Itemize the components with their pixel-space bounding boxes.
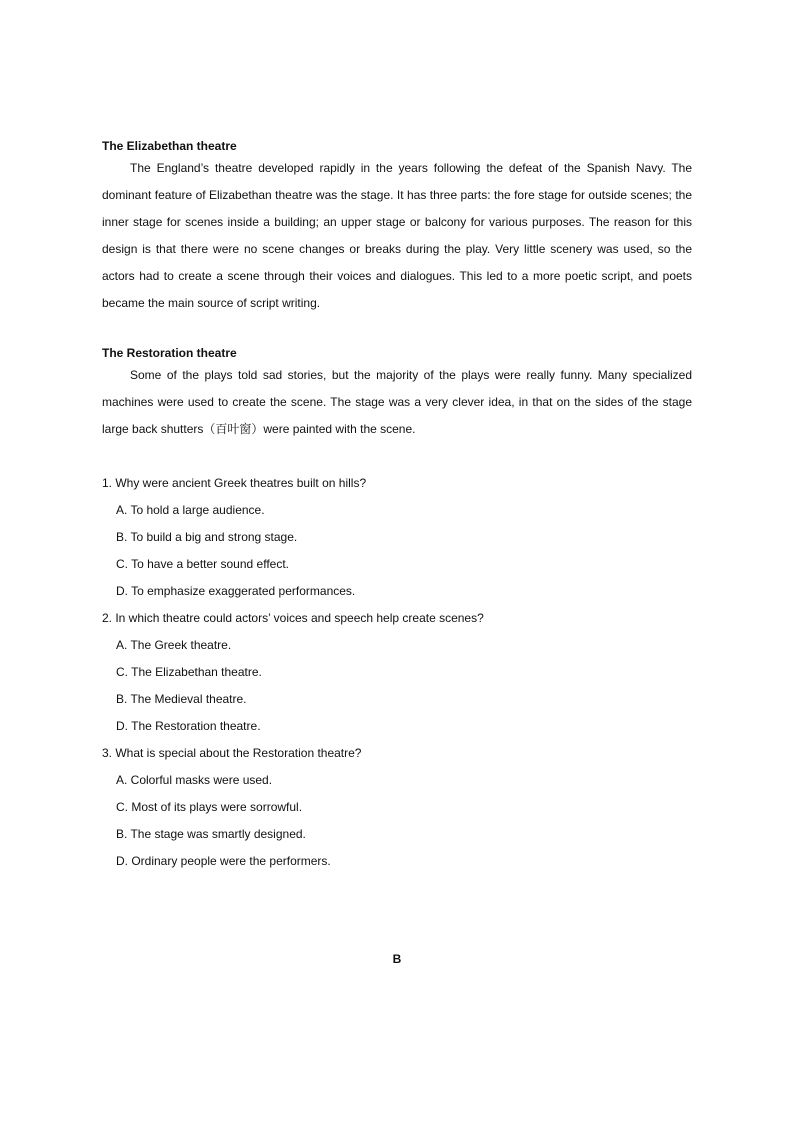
answer-option: C. To have a better sound effect.	[116, 557, 290, 571]
section-heading: The Elizabethan theatre	[102, 139, 237, 153]
question-list	[102, 470, 692, 875]
answer-option: D. To emphasize exaggerated performances.	[116, 584, 356, 598]
answer-option: A. The Greek theatre.	[116, 638, 232, 652]
section-letter: B	[392, 952, 402, 966]
question-2	[102, 605, 692, 740]
answer-option: A. To hold a large audience.	[116, 503, 265, 517]
answer-option: B. The stage was smartly designed.	[116, 827, 306, 841]
section-paragraph: Some of the plays told sad stories, but the majority of the plays were really funny. Many specialized machines were used to create the scene. The stage was a very clever idea, in that on the sides of the stage large back shutters（百叶窗）were painted with the scene.	[102, 368, 692, 436]
question-stem: 2. In which theatre could actors’ voices and speech help create scenes?	[102, 611, 484, 625]
answer-option: B. The Medieval theatre.	[116, 692, 247, 706]
question-3	[102, 740, 692, 875]
question-stem: 1. Why were ancient Greek theatres built on hills?	[102, 476, 367, 490]
answer-option: A. Colorful masks were used.	[116, 773, 273, 787]
answer-option: B. To build a big and strong stage.	[116, 530, 298, 544]
document-page	[102, 137, 692, 875]
answer-option: C. Most of its plays were sorrowful.	[116, 800, 303, 814]
question-stem: 3. What is special about the Restoration theatre?	[102, 746, 362, 760]
question-1	[102, 470, 692, 605]
answer-option: D. Ordinary people were the performers.	[116, 854, 331, 868]
section-elizabethan	[102, 137, 692, 317]
section-heading: The Restoration theatre	[102, 346, 237, 360]
section-restoration	[102, 344, 692, 443]
answer-option: D. The Restoration theatre.	[116, 719, 261, 733]
answer-option: C. The Elizabethan theatre.	[116, 665, 262, 679]
section-paragraph: The England’s theatre developed rapidly in the years following the defeat of the Spanish Navy. The dominant feature of Elizabethan theatre was the stage. It has three parts: the fore stage for outside scenes; the inner stage for scenes inside a building; an upper stage or balcony for various purposes. The reason for this design is that there were no scene changes or breaks during the play. Very little scenery was used, so the actors had to create a scene through their voices and dialogues. This led to a more poetic script, and poets became the main source of script writing.	[102, 161, 692, 310]
